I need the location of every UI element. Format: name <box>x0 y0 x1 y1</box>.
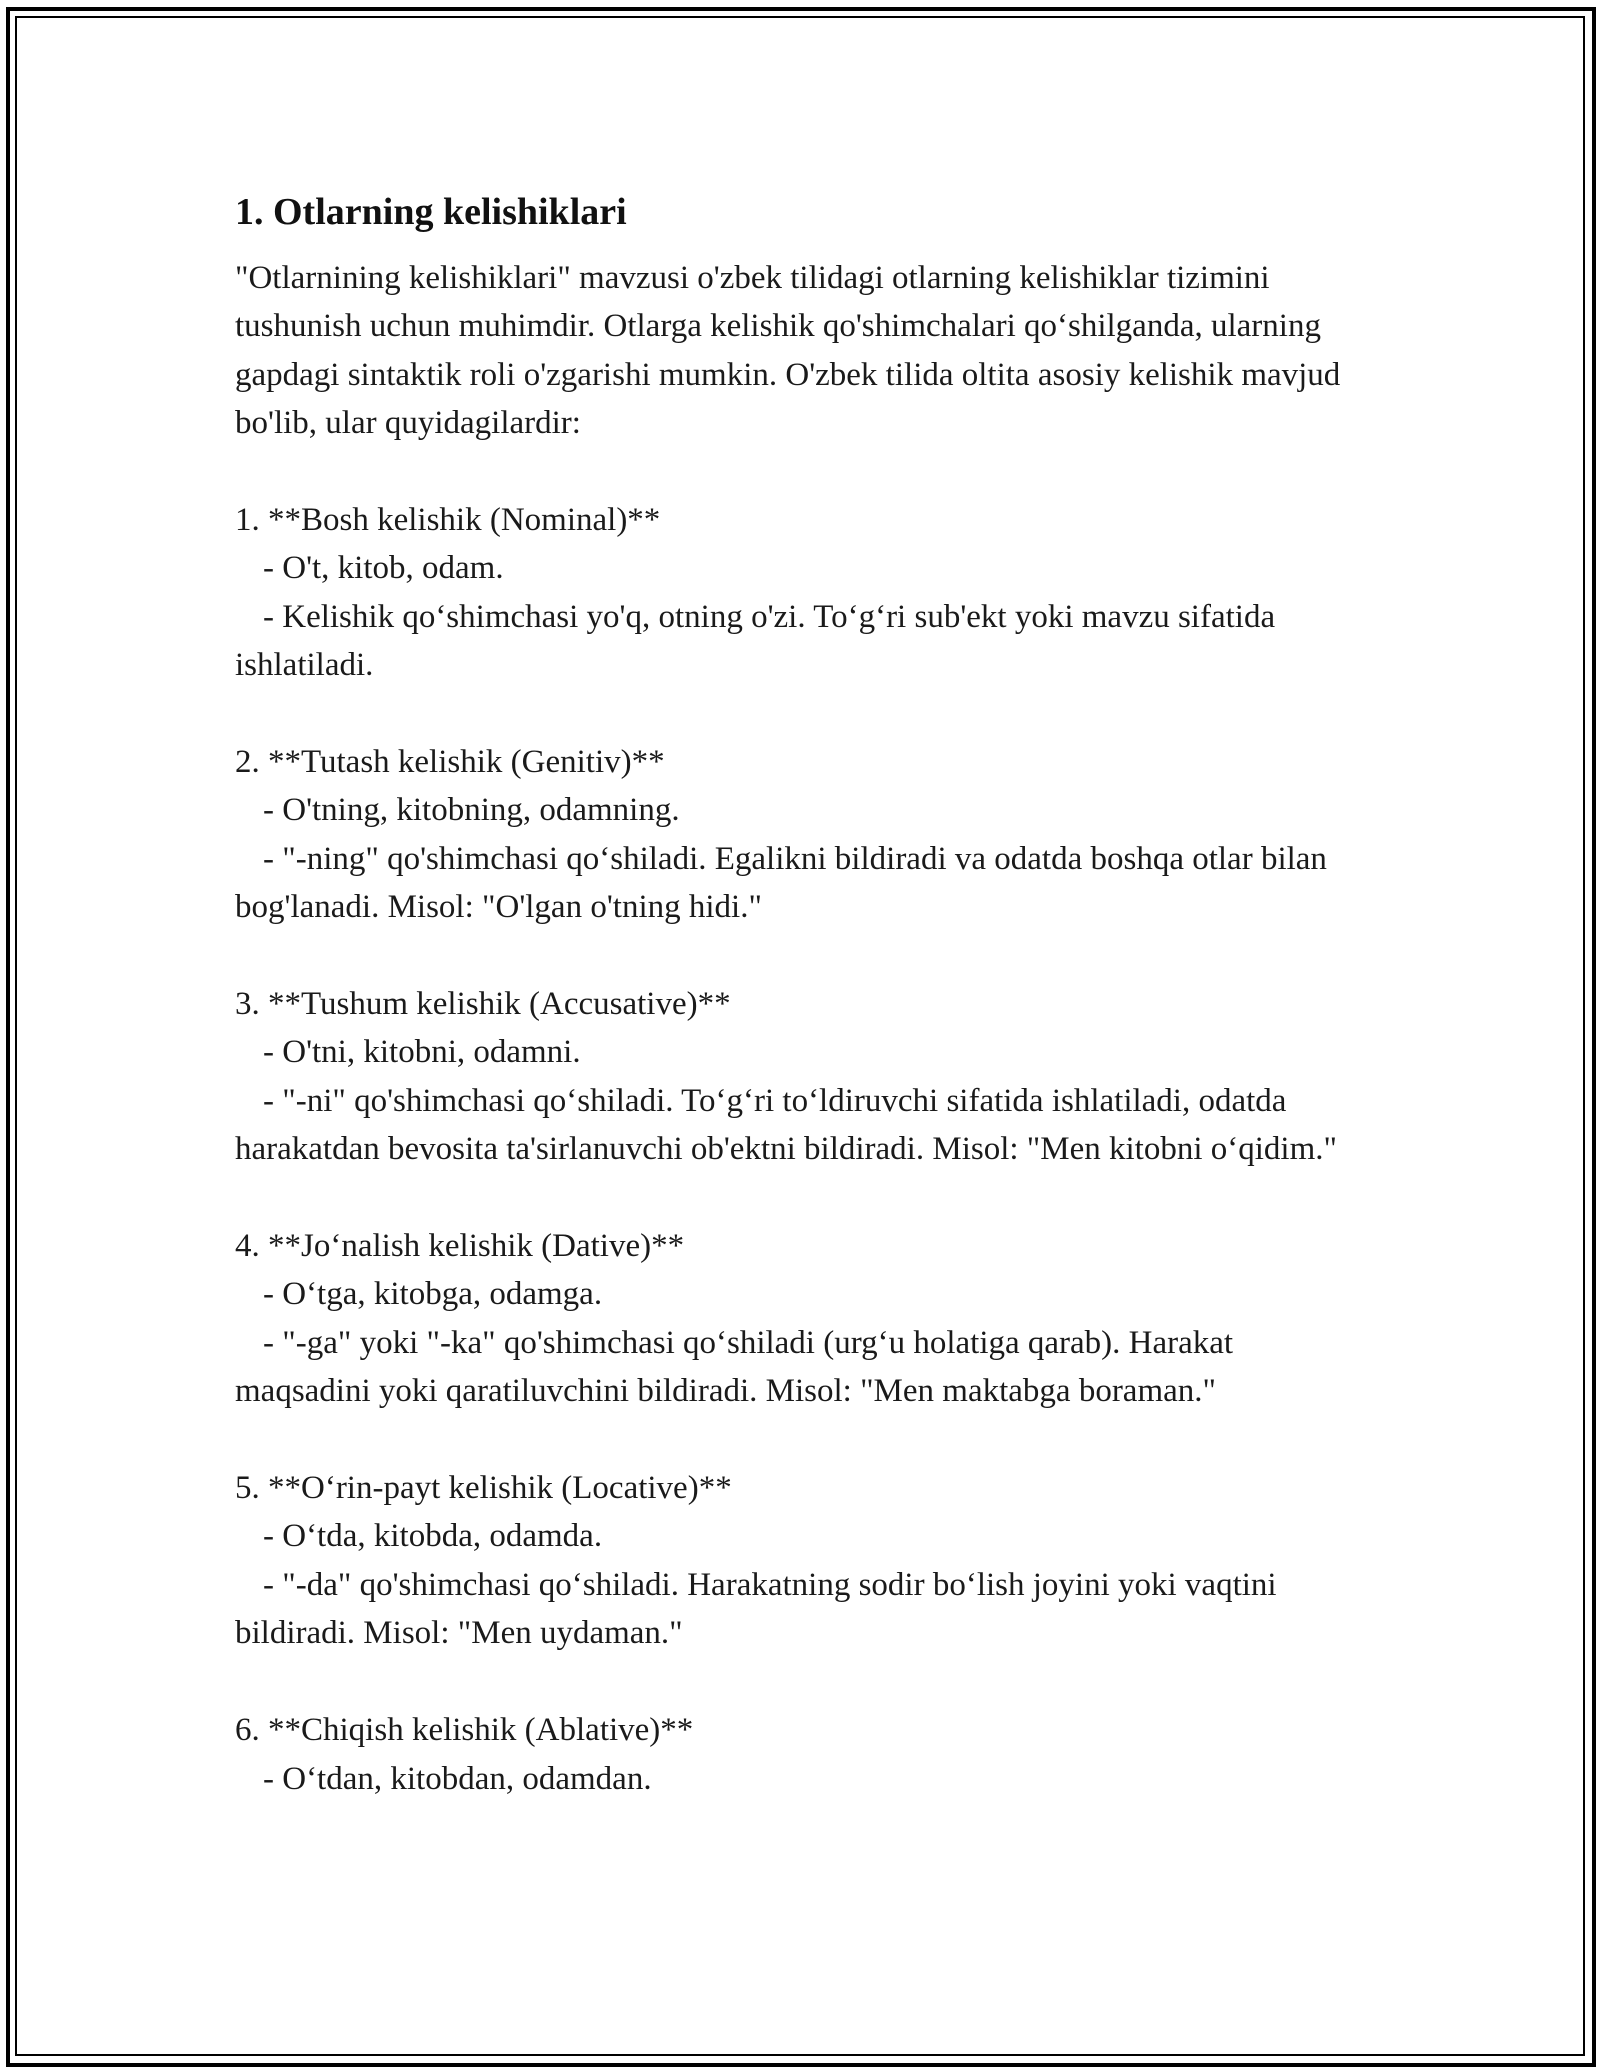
document-title: 1. Otlarning kelishiklari <box>235 191 627 233</box>
spacer <box>235 932 1375 980</box>
case-heading: 2. **Tutash kelishik (Genitiv)** <box>235 744 665 781</box>
case-item-3 <box>235 980 1375 1174</box>
spacer <box>235 1174 1375 1222</box>
case-item-6 <box>235 1706 1375 1803</box>
case-item-2 <box>235 738 1375 932</box>
spacer <box>235 1416 1375 1464</box>
case-description: - "-ning" qo'shimchasi qo‘shiladi. Egalikni bildiradi va odatda boshqa otlar bilan bog'lanadi. Misol: "O'lgan o'tning hidi." <box>235 840 1336 926</box>
case-description: - "-ni" qo'shimchasi qo‘shiladi. To‘g‘ri to‘ldiruvchi sifatida ishlatiladi, odatda harakatdan bevosita ta'sirlanuvchi ob'ektni bildiradi. Misol: "Men kitobni o‘qidim." <box>235 1082 1337 1168</box>
case-heading: 6. **Chiqish kelishik (Ablative)** <box>235 1712 694 1749</box>
case-examples: - O'tning, kitobning, odamning. <box>263 792 680 829</box>
case-description: - "-da" qo'shimchasi qo‘shiladi. Harakatning sodir bo‘lish joyini yoki vaqtini bildiradi. Misol: "Men uydaman." <box>235 1566 1285 1652</box>
spacer <box>235 1658 1375 1706</box>
case-description: - "-ga" yoki "-ka" qo'shimchasi qo‘shiladi (urg‘u holatiga qarab). Harakat maqsadini yoki qaratiluvchini bildiradi. Misol: "Men maktabga boraman." <box>235 1324 1242 1410</box>
case-examples: - O‘tdan, kitobdan, odamdan. <box>263 1760 652 1797</box>
case-examples: - O‘tga, kitobga, odamga. <box>263 1276 603 1313</box>
intro-paragraph: "Otlarnining kelishiklari" mavzusi o'zbek tilidagi otlarning kelishiklar tizimini tushunish uchun muhimdir. Otlarga kelishik qo'shimchalari qo‘shilganda, ularning gapdagi sintaktik roli o'zgarishi mumkin. O'zbek tilida oltita asosiy kelishik mavjud bo'lib, ular quyidagilardir: <box>235 260 1349 442</box>
case-heading: 5. **O‘rin-payt kelishik (Locative)** <box>235 1470 732 1507</box>
case-examples: - O'tni, kitobni, odamni. <box>263 1034 581 1071</box>
document-body <box>235 182 1375 1803</box>
spacer <box>235 448 1375 496</box>
case-heading: 4. **Jo‘nalish kelishik (Dative)** <box>235 1228 685 1265</box>
case-item-4 <box>235 1222 1375 1416</box>
case-heading: 3. **Tushum kelishik (Accusative)** <box>235 986 731 1023</box>
case-description: - Kelishik qo‘shimchasi yo'q, otning o'zi. To‘g‘ri sub'ekt yoki mavzu sifatida ishlatiladi. <box>235 598 1284 684</box>
spacer <box>235 690 1375 738</box>
case-item-5 <box>235 1464 1375 1658</box>
case-examples: - O't, kitob, odam. <box>263 550 504 587</box>
case-heading: 1. **Bosh kelishik (Nominal)** <box>235 502 661 539</box>
case-examples: - O‘tda, kitobda, odamda. <box>263 1518 603 1555</box>
case-item-1 <box>235 496 1375 690</box>
